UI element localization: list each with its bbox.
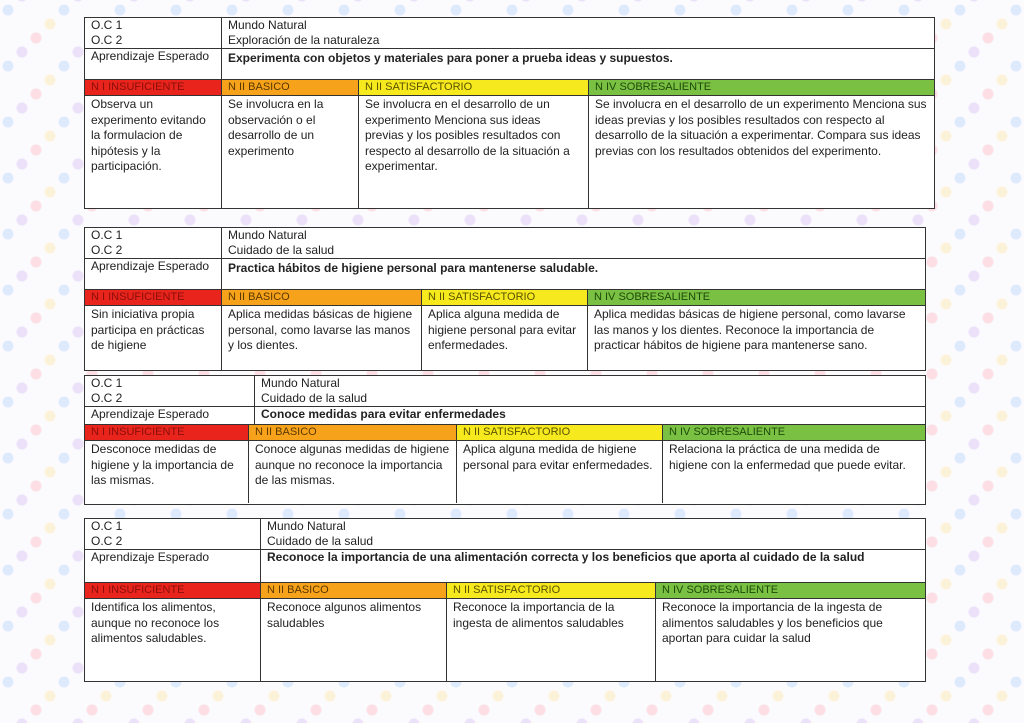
- aprendizaje-label: Aprendizaje Esperado: [85, 259, 222, 289]
- oc-row: [85, 376, 925, 407]
- desc-sobresaliente: Relaciona la práctica de una medida de higiene con la enfermedad que puede evitar.: [669, 442, 906, 472]
- oc2-label: O.C 2: [91, 534, 123, 548]
- level-insuficiente: N I INSUFICIENTE: [85, 425, 249, 440]
- rubric-table-3: [84, 375, 926, 505]
- levels-header: [85, 425, 925, 441]
- aprendizaje-row: [85, 259, 925, 290]
- desc-satisfactorio: Aplica alguna medida de higiene personal para evitar enfermedades.: [422, 306, 588, 370]
- oc2-value: Exploración de la naturaleza: [228, 33, 380, 47]
- oc2-value: Cuidado de la salud: [261, 391, 368, 405]
- aprendizaje-row: [85, 407, 925, 425]
- level-sobresaliente: N IV SOBRESALIENTE: [663, 425, 925, 440]
- levels-header: [85, 290, 925, 306]
- level-satisfactorio: N II SATISFACTORIO: [359, 80, 589, 95]
- level-sobresaliente: N IV SOBRESALIENTE: [588, 290, 925, 305]
- descriptors-row: [85, 441, 925, 503]
- oc-row: [85, 228, 925, 259]
- oc1-value: Mundo Natural: [228, 228, 307, 242]
- descriptors-row: [85, 306, 925, 370]
- oc-row: [85, 18, 934, 49]
- level-basico: N II BASICO: [249, 425, 457, 440]
- aprendizaje-value: Conoce medidas para evitar enfermedades: [261, 407, 506, 421]
- oc2-label: O.C 2: [91, 33, 123, 47]
- rubric-table-1: [84, 17, 935, 209]
- oc1-value: Mundo Natural: [267, 519, 346, 533]
- aprendizaje-value: Practica hábitos de higiene personal para mantenerse saludable.: [228, 261, 599, 275]
- desc-sobresaliente: Aplica medidas básicas de higiene personal, como lavarse las manos y los dientes. Reconoce la importancia de practicar hábitos de higiene para mantenerse sano.: [594, 307, 906, 352]
- desc-insuficiente: Observa un experimento evitando la formulacion de hipótesis y la participación.: [85, 96, 222, 208]
- oc1-label: O.C 1: [91, 18, 123, 32]
- desc-sobresaliente: Se involucra en el desarrollo de un experimento Menciona sus ideas previas y los posibles resultados con respecto al desarrollo de la situación a experimentar. Compara sus ideas previas con los resultados obtenidos del experimento.: [595, 97, 927, 158]
- aprendizaje-row: [85, 550, 925, 583]
- desc-basico: Reconoce algunos alimentos saludables: [261, 599, 447, 681]
- desc-basico: Conoce algunas medidas de higiene aunque no reconoce la importancia de las mismas.: [249, 441, 457, 503]
- aprendizaje-label: Aprendizaje Esperado: [85, 550, 261, 582]
- desc-sobresaliente: Reconoce la importancia de la ingesta de alimentos saludables y los beneficios que aportan para cuidar la salud: [662, 600, 883, 645]
- desc-insuficiente: Identifica los alimentos, aunque no reconoce los alimentos saludables.: [85, 599, 261, 681]
- levels-header: [85, 80, 934, 96]
- oc1-value: Mundo Natural: [228, 18, 307, 32]
- level-insuficiente: N I INSUFICIENTE: [85, 80, 222, 95]
- oc2-value: Cuidado de la salud: [267, 534, 374, 548]
- aprendizaje-row: [85, 49, 934, 80]
- level-satisfactorio: N II SATISFACTORIO: [447, 583, 656, 598]
- level-sobresaliente: N IV SOBRESALIENTE: [656, 583, 925, 598]
- levels-header: [85, 583, 925, 599]
- oc2-value: Cuidado de la salud: [228, 243, 335, 257]
- desc-satisfactorio: Se involucra en el desarrollo de un experimento Menciona sus ideas previas y los posibles resultados con respecto al desarrollo de la situación a experimentar.: [359, 96, 589, 208]
- level-basico: N II BASICO: [222, 290, 422, 305]
- oc1-label: O.C 1: [91, 376, 123, 390]
- desc-insuficiente: Desconoce medidas de higiene y la importancia de las mismas.: [85, 441, 249, 503]
- descriptors-row: [85, 599, 925, 681]
- level-satisfactorio: N II SATISFACTORIO: [457, 425, 663, 440]
- desc-satisfactorio: Reconoce la importancia de la ingesta de alimentos saludables: [447, 599, 656, 681]
- oc1-label: O.C 1: [91, 519, 123, 533]
- oc2-label: O.C 2: [91, 243, 123, 257]
- desc-insuficiente: Sin iniciativa propia participa en prácticas de higiene: [85, 306, 222, 370]
- aprendizaje-label: Aprendizaje Esperado: [85, 49, 222, 79]
- oc1-label: O.C 1: [91, 228, 123, 242]
- aprendizaje-value: Reconoce la importancia de una alimentación correcta y los beneficios que aporta al cuidado de la salud: [267, 550, 865, 564]
- descriptors-row: [85, 96, 934, 208]
- oc2-label: O.C 2: [91, 391, 123, 405]
- rubric-table-2: [84, 227, 926, 371]
- rubric-table-4: [84, 518, 926, 682]
- aprendizaje-value: Experimenta con objetos y materiales para poner a prueba ideas y supuestos.: [228, 51, 673, 65]
- oc1-value: Mundo Natural: [261, 376, 340, 390]
- aprendizaje-label: Aprendizaje Esperado: [85, 407, 255, 424]
- level-sobresaliente: N IV SOBRESALIENTE: [589, 80, 934, 95]
- oc-row: [85, 519, 925, 550]
- desc-basico: Se involucra en la observación o el desarrollo de un experimento: [222, 96, 359, 208]
- level-insuficiente: N I INSUFICIENTE: [85, 290, 222, 305]
- level-insuficiente: N I INSUFICIENTE: [85, 583, 261, 598]
- level-basico: N II BASICO: [261, 583, 447, 598]
- desc-basico: Aplica medidas básicas de higiene personal, como lavarse las manos y los dientes.: [222, 306, 422, 370]
- desc-satisfactorio: Aplica alguna medida de higiene personal para evitar enfermedades.: [457, 441, 663, 503]
- level-satisfactorio: N II SATISFACTORIO: [422, 290, 588, 305]
- level-basico: N II BASICO: [222, 80, 359, 95]
